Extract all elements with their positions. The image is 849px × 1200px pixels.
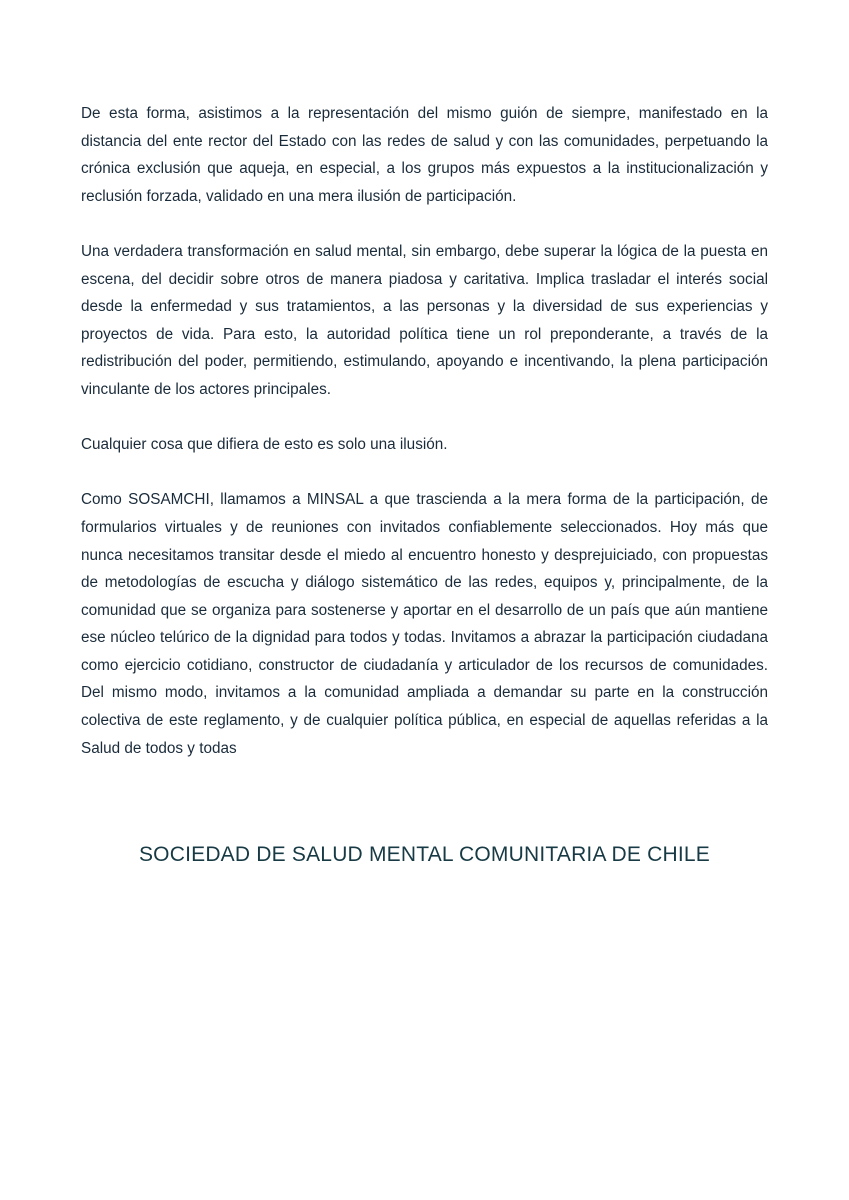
- paragraph-1: De esta forma, asistimos a la representación del mismo guión de siempre, manifestado en la distancia del ente rector del Estado con las redes de salud y con las comunidades, perpetuando la crónica exclusión que aqueja, en especial, a los grupos más expuestos a la institucionalización y reclusión forzada, validado en una mera ilusión de participación.: [81, 105, 768, 205]
- paragraph-4: Como SOSAMCHI, llamamos a MINSAL a que trascienda a la mera forma de la participación, de formularios virtuales y de reuniones con invitados confiablemente seleccionados. Hoy más que nunca necesitamos transitar desde el miedo al encuentro honesto y desprejuiciado, con propuestas de metodologías de escucha y diálogo sistemático de las redes, equipos y, principalmente, de la comunidad que se organiza para sostenerse y aportar en el desarrollo de un país que aún mantiene ese núcleo telúrico de la dignidad para todos y todas. Invitamos a abrazar la participación ciudadana como ejercicio cotidiano, constructor de ciudadanía y articulador de los recursos de comunidades. Del mismo modo, invitamos a la comunidad ampliada a demandar su parte en la construcción colectiva de este reglamento, y de cualquier política pública, en especial de aquellas referidas a la Salud de todos y todas: [81, 491, 768, 757]
- paragraph-3: Cualquier cosa que difiera de esto es solo una ilusión.: [81, 436, 448, 454]
- body-text: [81, 100, 768, 790]
- signature-organization: SOCIEDAD DE SALUD MENTAL COMUNITARIA DE CHILE: [138, 843, 711, 866]
- paragraph-2: Una verdadera transformación en salud mental, sin embargo, debe superar la lógica de la puesta en escena, del decidir sobre otros de manera piadosa y caritativa. Implica trasladar el interés social desde la enfermedad y sus tratamientos, a las personas y la diversidad de sus experiencias y proyectos de vida. Para esto, la autoridad política tiene un rol preponderante, a través de la redistribución del poder, permitiendo, estimulando, apoyando e incentivando, la plena participación vinculante de los actores principales.: [81, 242, 768, 398]
